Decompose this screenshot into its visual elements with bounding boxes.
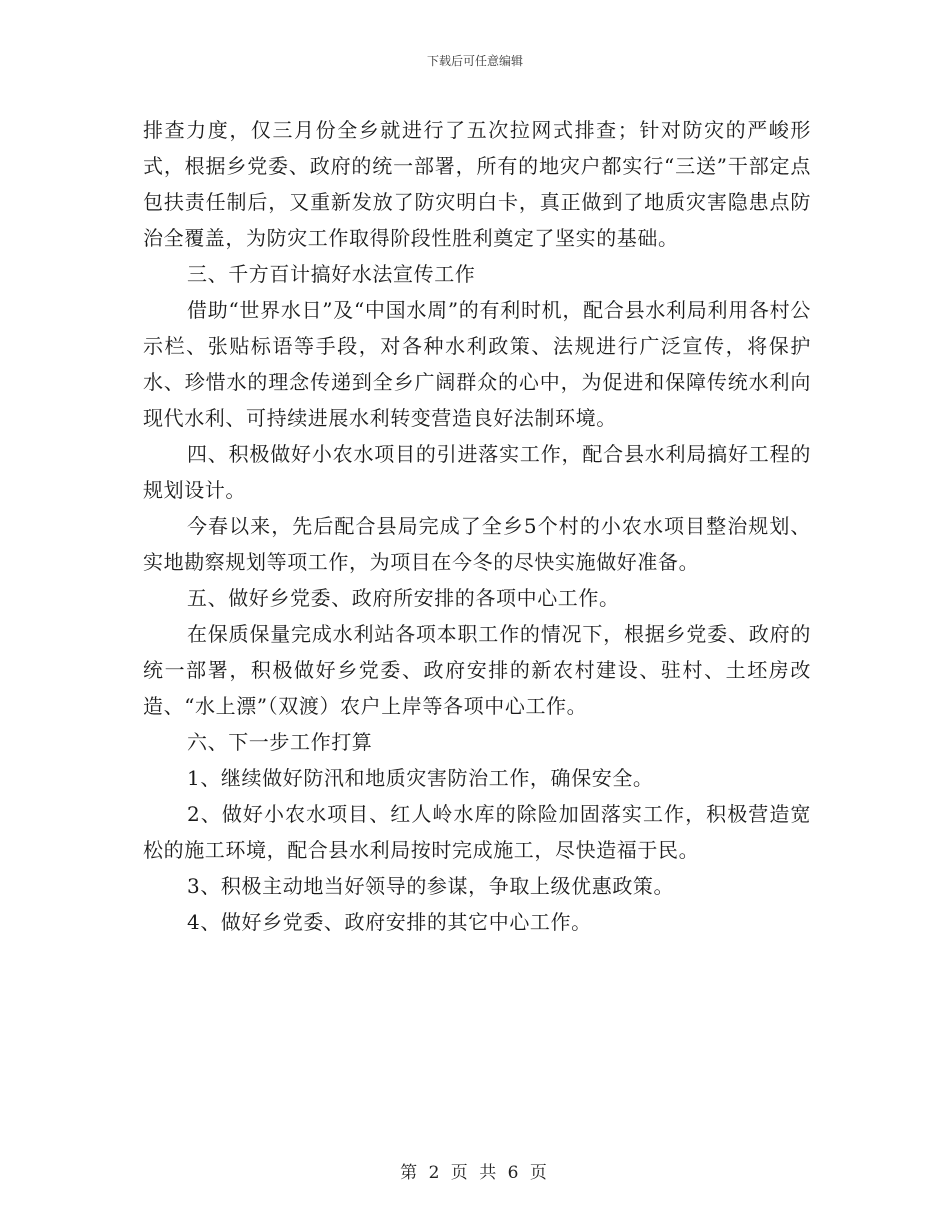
paragraph-1: 排查力度，仅三月份全乡就进行了五次拉网式排查；针对防灾的严峻形式，根据乡党委、政府的统一部署，所有的地灾户都实行“三送”干部定点包扶责任制后，又重新发放了防灾明白卡，真正做到了地质灾害隐患点防治全覆盖，为防灾工作取得阶段性胜利奠定了坚实的基础。 xyxy=(143,118,811,250)
plan-item-3: 3、积极主动地当好领导的参谋，争取上级优惠政策。 xyxy=(187,874,675,898)
section-heading-6: 六、下一步工作打算 xyxy=(187,730,373,754)
plan-item-1: 1、继续做好防汛和地质灾害防治工作，确保安全。 xyxy=(187,766,654,790)
section-heading-5: 五、做好乡党委、政府所安排的各项中心工作。 xyxy=(187,586,620,610)
plan-item-2: 2、做好小农水项目、红人岭水库的除险加固落实工作，积极营造宽松的施工环境，配合县水利局按时完成施工，尽快造福于民。 xyxy=(143,802,811,862)
page-footer: 第 2 页 共 6 页 xyxy=(400,1163,550,1183)
section-heading-4: 四、积极做好小农水项目的引进落实工作，配合县水利局搞好工程的规划设计。 xyxy=(143,442,811,502)
plan-item-4: 4、做好乡党委、政府安排的其它中心工作。 xyxy=(187,910,592,934)
page-header: 下载后可任意编辑 xyxy=(426,54,523,68)
paragraph-3: 今春以来，先后配合县局完成了全乡5个村的小农水项目整治规划、实地勘察规划等项工作，为项目在今冬的尽快实施做好准备。 xyxy=(143,514,811,574)
paragraph-2: 借助“世界水日”及“中国水周”的有利时机，配合县水利局利用各村公示栏、张贴标语等手段，对各种水利政策、法规进行广泛宣传，将保护水、珍惜水的理念传递到全乡广阔群众的心中，为促进和保障传统水利向现代水利、可持续进展水利转变营造良好法制环境。 xyxy=(143,298,811,430)
document-body xyxy=(143,112,811,940)
paragraph-4: 在保质保量完成水利站各项本职工作的情况下，根据乡党委、政府的统一部署，积极做好乡党委、政府安排的新农村建设、驻村、土坯房改造、“水上漂”（双渡）农户上岸等各项中心工作。 xyxy=(143,622,811,718)
section-heading-3: 三、千方百计搞好水法宣传工作 xyxy=(187,262,476,286)
